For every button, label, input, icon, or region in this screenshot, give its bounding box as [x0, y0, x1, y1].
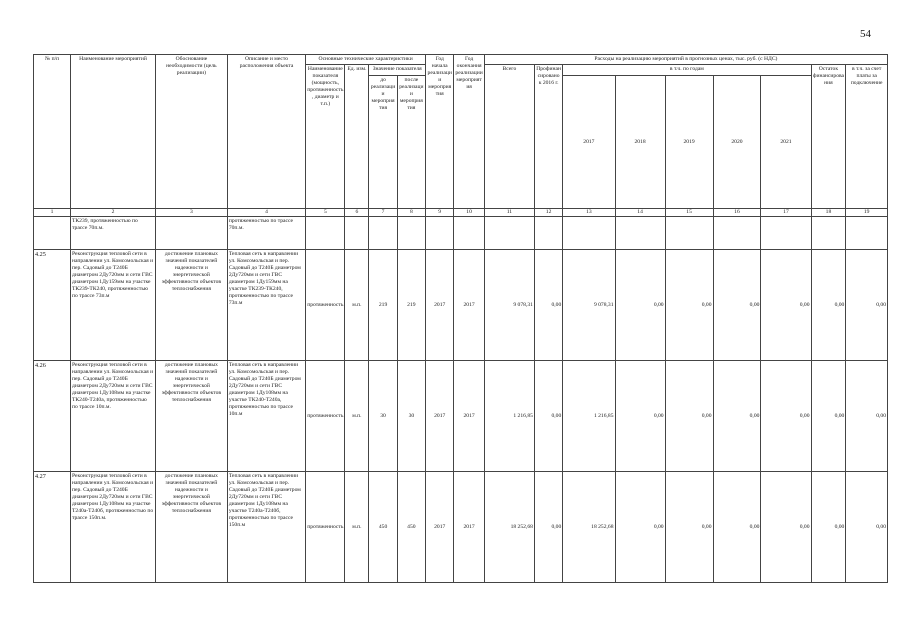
- header-cell: в т.ч. за счет платы за подключение: [846, 65, 888, 209]
- column-number: 1: [34, 209, 71, 217]
- header-cell: Описание и место расположения объекта: [227, 55, 305, 209]
- column-number: 11: [484, 209, 534, 217]
- table-cell: [615, 217, 665, 250]
- row-2017: 9 078,31: [563, 250, 615, 361]
- header-year: 2019: [665, 76, 713, 209]
- column-number: 8: [397, 209, 425, 217]
- row-2020: 0,00: [713, 250, 761, 361]
- row-reason: достижение плановых значений показателей надежности и энергетической эффективности объектов теплоснабжения: [155, 472, 227, 583]
- column-number: 9: [426, 209, 454, 217]
- table-cell: [534, 217, 562, 250]
- row-2019: 0,00: [665, 250, 713, 361]
- row-connect: 0,00: [846, 361, 888, 472]
- continuation-row: [34, 217, 888, 250]
- table-cell: [454, 217, 484, 250]
- investment-table: [33, 54, 888, 583]
- row-after: 30: [397, 361, 425, 472]
- row-total: 1 216,85: [484, 361, 534, 472]
- row-before: 450: [369, 472, 397, 583]
- table-cell: [306, 217, 345, 250]
- row-total: 18 252,68: [484, 472, 534, 583]
- column-number: 5: [306, 209, 345, 217]
- row-reason: достижение плановых значений показателей надежности и энергетической эффективности объектов теплоснабжения: [155, 361, 227, 472]
- header-cell: Остаток финансирования: [811, 65, 846, 209]
- row-param: протяженность: [306, 250, 345, 361]
- column-number: 19: [846, 209, 888, 217]
- column-number: 17: [761, 209, 811, 217]
- table-cell: [34, 217, 71, 250]
- continuation-name: ТК239, протяженностью по трассе 70п.м.: [71, 217, 156, 250]
- header-year: 2018: [615, 76, 665, 209]
- row-location: Тепловая сеть в направлении ул. Комсомольская и пер. Садовый до Т240Б диаметром 2Ду720мм и сети ГВС диаметром 1Ду159мм на участке ТК239-ТК240, протяженностью по трассе 73п.м: [227, 250, 305, 361]
- row-start: 2017: [426, 472, 454, 583]
- header-cell: до реализации мероприятия: [369, 76, 397, 209]
- row-2019: 0,00: [665, 361, 713, 472]
- table-row: [34, 361, 888, 472]
- row-financed: 0,00: [534, 250, 562, 361]
- row-financed: 0,00: [534, 472, 562, 583]
- table-cell: [713, 217, 761, 250]
- column-number: 13: [563, 209, 615, 217]
- header-group: Основные технические характеристики: [306, 55, 426, 65]
- row-param: протяженность: [306, 472, 345, 583]
- row-remain: 0,00: [811, 250, 846, 361]
- row-name: Реконструкция тепловой сети в направлении ул. Комсомольская и пер. Садовый до Т240Б диаметром 2Ду720мм и сети ГВС диаметром 1Ду108мм на участке Т240а-Т240б, протяженностью по трассе 150п.м.: [71, 472, 156, 583]
- row-2018: 0,00: [615, 472, 665, 583]
- table-cell: [761, 217, 811, 250]
- continuation-location: протяженностью по трассе 70п.м.: [227, 217, 305, 250]
- header-year: 2017: [563, 76, 615, 209]
- row-connect: 0,00: [846, 250, 888, 361]
- row-financed: 0,00: [534, 361, 562, 472]
- row-unit: м.п.: [345, 361, 369, 472]
- header-cell: Обоснование необходимости (цель реализации): [155, 55, 227, 209]
- header-cell: Всего: [484, 65, 534, 209]
- row-before: 30: [369, 361, 397, 472]
- row-reason: достижение плановых значений показателей надежности и энергетической эффективности объектов теплоснабжения: [155, 250, 227, 361]
- header-cell: Год окончания реализации мероприятия: [454, 55, 484, 209]
- header-cell: Профинансировано к 2016 г.: [534, 65, 562, 209]
- table-cell: [369, 217, 397, 250]
- table-cell: [846, 217, 888, 250]
- row-remain: 0,00: [811, 361, 846, 472]
- row-location: Тепловая сеть в направлении ул. Комсомольская и пер. Садовый до Т240Б диаметром 2Ду720мм и сети ГВС диаметром 1Ду108мм на участке Т240а-Т240б, протяженностью по трассе 150п.м: [227, 472, 305, 583]
- column-number: 18: [811, 209, 846, 217]
- row-end: 2017: [454, 472, 484, 583]
- row-before: 219: [369, 250, 397, 361]
- table-cell: [345, 217, 369, 250]
- table-cell: [155, 217, 227, 250]
- row-2018: 0,00: [615, 250, 665, 361]
- header-year: 2020: [713, 76, 761, 209]
- table-cell: [484, 217, 534, 250]
- column-number: 16: [713, 209, 761, 217]
- row-name: Реконструкция тепловой сети в направлении ул. Комсомольская и пер. Садовый до Т240Б диаметром 2Ду720мм и сети ГВС диаметром 1Ду159мм на участке ТК239-ТК240, протяженностью по трассе 73п.м: [71, 250, 156, 361]
- row-index: 4.27: [34, 472, 71, 583]
- table-cell: [397, 217, 425, 250]
- row-start: 2017: [426, 250, 454, 361]
- column-number: 12: [534, 209, 562, 217]
- row-2019: 0,00: [665, 472, 713, 583]
- row-2017: 1 216,85: [563, 361, 615, 472]
- header-group: Значение показателя: [369, 65, 426, 76]
- column-number: 4: [227, 209, 305, 217]
- table-row: [34, 250, 888, 361]
- row-2021: 0,00: [761, 361, 811, 472]
- row-start: 2017: [426, 361, 454, 472]
- column-number: 6: [345, 209, 369, 217]
- row-remain: 0,00: [811, 472, 846, 583]
- row-2020: 0,00: [713, 361, 761, 472]
- row-total: 9 078,31: [484, 250, 534, 361]
- column-number: 2: [71, 209, 156, 217]
- header-group: в т.ч. по годам: [563, 65, 811, 76]
- table-cell: [426, 217, 454, 250]
- column-number: 15: [665, 209, 713, 217]
- row-2021: 0,00: [761, 472, 811, 583]
- table-cell: [811, 217, 846, 250]
- row-2017: 18 252,68: [563, 472, 615, 583]
- row-unit: м.п.: [345, 472, 369, 583]
- header-cell: после реализации мероприятия: [397, 76, 425, 209]
- column-number-row: [34, 209, 888, 217]
- page-number: 54: [860, 28, 871, 40]
- table-row: [34, 472, 888, 583]
- row-connect: 0,00: [846, 472, 888, 583]
- header-cell: Наименование мероприятий: [71, 55, 156, 209]
- row-end: 2017: [454, 250, 484, 361]
- row-unit: м.п.: [345, 250, 369, 361]
- row-name: Реконструкция тепловой сети в направлении ул. Комсомольская и пер. Садовый до Т240Б диаметром 2Ду720мм и сети ГВС диаметром 1Ду108мм на участке ТК240-Т240а, протяженностью по трассе 10п.м.: [71, 361, 156, 472]
- row-param: протяженность: [306, 361, 345, 472]
- column-number: 7: [369, 209, 397, 217]
- row-2021: 0,00: [761, 250, 811, 361]
- header-cell: № п/п: [34, 55, 71, 209]
- table-cell: [563, 217, 615, 250]
- column-number: 14: [615, 209, 665, 217]
- row-after: 219: [397, 250, 425, 361]
- row-index: 4.25: [34, 250, 71, 361]
- header-year: 2021: [761, 76, 811, 209]
- table-cell: [665, 217, 713, 250]
- column-number: 10: [454, 209, 484, 217]
- row-after: 450: [397, 472, 425, 583]
- header-cell: Ед. изм.: [345, 65, 369, 209]
- row-2018: 0,00: [615, 361, 665, 472]
- header-group: Расходы на реализацию мероприятий в прогнозных ценах, тыс. руб. (с НДС): [484, 55, 887, 65]
- column-number: 3: [155, 209, 227, 217]
- header-cell: Наименование показателя (мощность, протяженность, диаметр и т.п.): [306, 65, 345, 209]
- row-2020: 0,00: [713, 472, 761, 583]
- row-index: 4.26: [34, 361, 71, 472]
- row-end: 2017: [454, 361, 484, 472]
- row-location: Тепловая сеть в направлении ул. Комсомольская и пер. Садовый до Т240Б диаметром 2Ду720мм и сети ГВС диаметром 1Ду108мм на участке ТК240-Т240а, протяженностью по трассе 10п.м: [227, 361, 305, 472]
- header-cell: Год начала реализации мероприятия: [426, 55, 454, 209]
